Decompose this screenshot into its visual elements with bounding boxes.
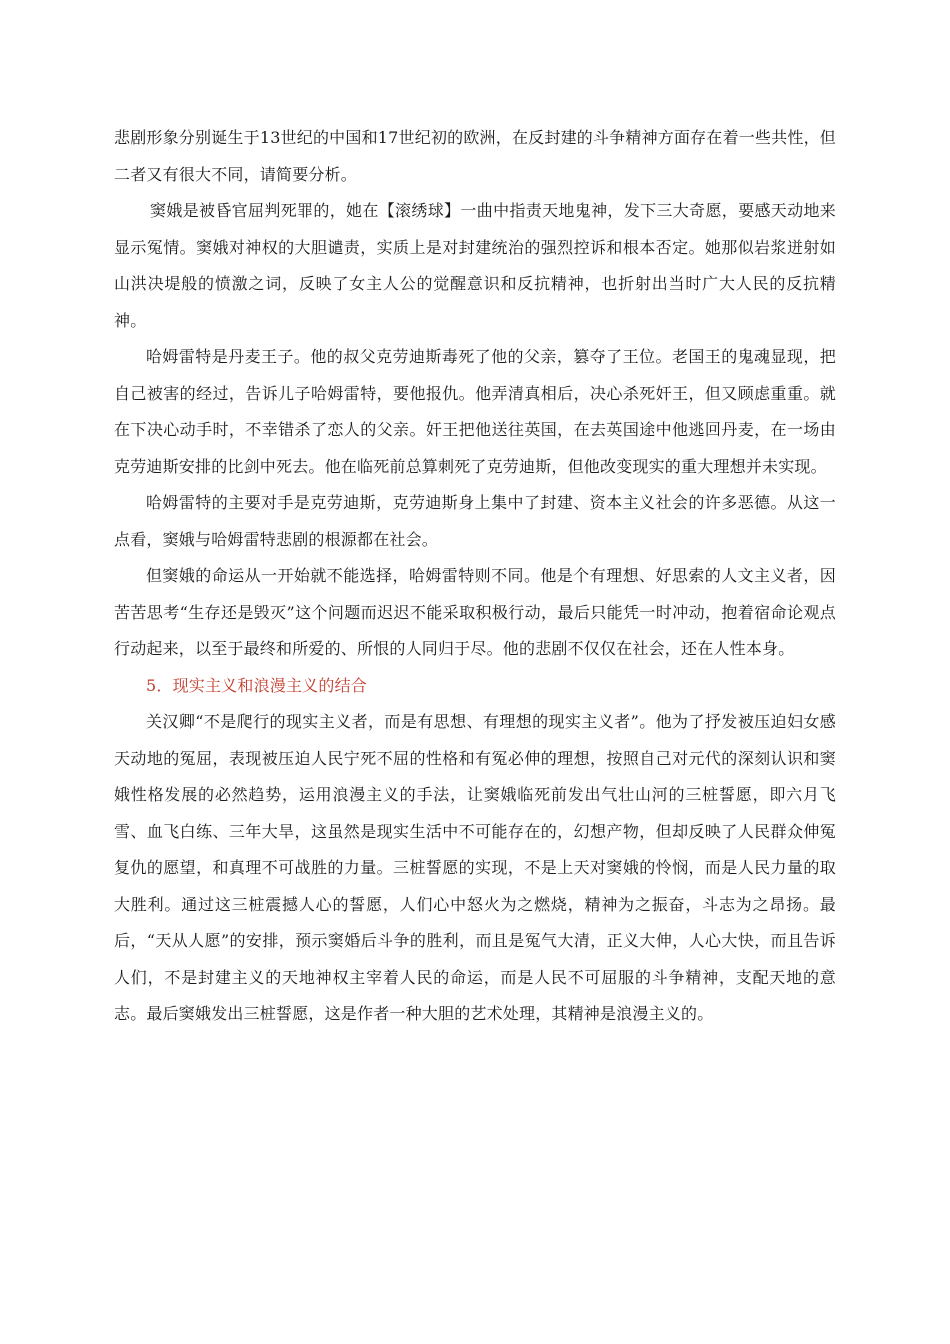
paragraph-dou-e: 窦娥是被昏官屈判死罪的，她在【滚绣球】一曲中指责天地鬼神，发下三大奇愿，要感天动地来显示冤情。窦娥对神权的大胆谴责，实质上是对封建统治的强烈控诉和根本否定。她那似岩浆迸射如山洪决堤般的愤激之词，反映了女主人公的觉醒意识和反抗精神，也折射出当时广大人民的反抗精神。 xyxy=(114,201,836,330)
paragraph-fate-comparison: 但窦娥的命运从一开始就不能选择，哈姆雷特则不同。他是个有理想、好思索的人文主义者，因苦苦思考“生存还是毁灭”这个问题而迟迟不能采取积极行动，最后只能凭一时冲动，抱着宿命论观点行动起来，以至于最终和所爱的、所恨的人同归于尽。他的悲剧不仅仅在社会，还在人性本身。 xyxy=(114,566,836,658)
document-body xyxy=(114,120,836,1033)
section-heading: 5．现实主义和浪漫主义的结合 xyxy=(146,675,367,695)
paragraph-realism-romanticism: 关汉卿“不是爬行的现实主义者，而是有思想、有理想的现实主义者”。他为了抒发被压迫妇女感天动地的冤屈，表现被压迫人民宁死不屈的性格和有冤必伸的理想，按照自己对元代的深刻认识和窦娥性格发展的必然趋势，运用浪漫主义的手法，让窦娥临死前发出气壮山河的三桩誓愿，即六月飞雪、血飞白练、三年大旱，这虽然是现实生活中不可能存在的，幻想产物，但却反映了人民群众伸冤复仇的愿望，和真理不可战胜的力量。三桩誓愿的实现，不是上天对窦娥的怜悯，而是人民力量的取大胜利。通过这三桩震撼人心的誓愿，人们心中怒火为之燃烧，精神为之振奋，斗志为之昂扬。最后，“天从人愿”的安排，预示窦婚后斗争的胜利，而且是冤气大清，正义大伸，人心大快，而且告诉人们，不是封建主义的天地神权主宰着人民的命运，而是人民不可屈服的斗争精神，支配天地的意志。最后窦娥发出三桩誓愿，这是作者一种大胆的艺术处理，其精神是浪漫主义的。 xyxy=(114,712,836,1023)
paragraph-hamlet: 哈姆雷特是丹麦王子。他的叔父克劳迪斯毒死了他的父亲，篡夺了王位。老国王的鬼魂显现，把自己被害的经过，告诉儿子哈姆雷特，要他报仇。他弄清真相后，决心杀死奸王，但又顾虑重重。就在下决心动手时，不幸错杀了恋人的父亲。奸王把他送往英国，在去英国途中他逃回丹麦，在一场由克劳迪斯安排的比剑中死去。他在临死前总算刺死了克劳迪斯，但他改变现实的重大理想并未实现。 xyxy=(114,347,836,476)
paragraph-question: 悲剧形象分别诞生于13世纪的中国和17世纪初的欧洲，在反封建的斗争精神方面存在着一些共性，但二者又有很大不同，请简要分析。 xyxy=(114,128,836,184)
paragraph-hamlet-opponent: 哈姆雷特的主要对手是克劳迪斯，克劳迪斯身上集中了封建、资本主义社会的许多恶德。从这一点看，窦娥与哈姆雷特悲剧的根源都在社会。 xyxy=(114,493,836,549)
